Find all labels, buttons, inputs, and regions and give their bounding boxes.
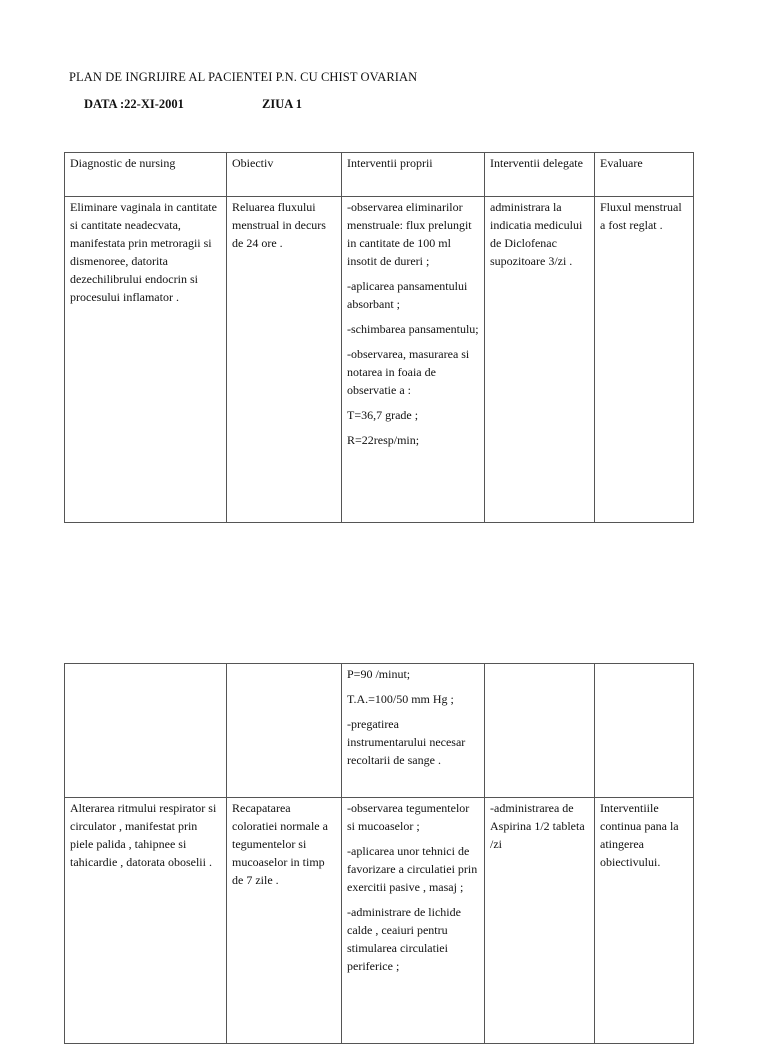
cell-delegated-interventions: administrara la indicatia medicului de Diclofenac supozitoare 3/zi . bbox=[485, 197, 595, 523]
intervention-paragraph: P=90 /minut; bbox=[347, 667, 411, 681]
table-row bbox=[65, 798, 694, 1044]
document-title: PLAN DE INGRIJIRE AL PACIENTEI P.N. CU CHIST OVARIAN bbox=[69, 70, 418, 84]
cell-own-interventions bbox=[342, 798, 485, 1044]
header-diagnostic: Diagnostic de nursing bbox=[65, 153, 227, 197]
cell-diagnostic-empty bbox=[65, 664, 227, 798]
cell-diagnostic: Alterarea ritmului respirator si circulator , manifestat prin piele palida , tahipnee si tahicardie , datorata oboselii . bbox=[65, 798, 227, 1044]
cell-evaluation: Fluxul menstrual a fost reglat . bbox=[595, 197, 694, 523]
header-delegated-interventions: Interventii delegate bbox=[485, 153, 595, 197]
intervention-paragraph: R=22resp/min; bbox=[347, 433, 420, 447]
intervention-paragraph: T=36,7 grade ; bbox=[347, 408, 419, 422]
header-objective: Obiectiv bbox=[227, 153, 342, 197]
intervention-paragraph: -administrare de lichide calde , ceaiuri pentru stimularea circulatiei periferice ; bbox=[347, 905, 461, 973]
intervention-paragraph: -aplicarea unor tehnici de favorizare a circulatiei prin exercitii pasive , masaj ; bbox=[347, 844, 478, 894]
intervention-paragraph: -schimbarea pansamentulu; bbox=[347, 322, 479, 336]
document-date: DATA :22-XI-2001 bbox=[84, 97, 184, 111]
cell-own-interventions bbox=[342, 197, 485, 523]
intervention-paragraph: -observarea tegumentelor si mucoaselor ; bbox=[347, 801, 470, 833]
cell-objective-empty bbox=[227, 664, 342, 798]
table-row bbox=[65, 664, 694, 798]
cell-evaluation: Interventiile continua pana la atingerea obiectivului. bbox=[595, 798, 694, 1044]
cell-delegated-interventions: -administrarea de Aspirina 1/2 tableta /zi bbox=[485, 798, 595, 1044]
intervention-paragraph: -pregatirea instrumentarului necesar recoltarii de sange . bbox=[347, 717, 466, 767]
cell-delegated-empty bbox=[485, 664, 595, 798]
care-plan-table-page-1 bbox=[64, 152, 694, 523]
cell-own-interventions bbox=[342, 664, 485, 798]
intervention-paragraph: -aplicarea pansamentului absorbant ; bbox=[347, 279, 468, 311]
cell-objective: Reluarea fluxului menstrual in decurs de 24 ore . bbox=[227, 197, 342, 523]
cell-objective: Recapatarea coloratiei normale a tegumentelor si mucoaselor in timp de 7 zile . bbox=[227, 798, 342, 1044]
header-own-interventions: Interventii proprii bbox=[342, 153, 485, 197]
document-day: ZIUA 1 bbox=[262, 97, 302, 111]
intervention-paragraph: -observarea eliminarilor menstruale: flux prelungit in cantitate de 100 ml insotit de dureri ; bbox=[347, 200, 472, 268]
intervention-paragraph: -observarea, masurarea si notarea in foaia de observatie a : bbox=[347, 347, 470, 397]
table-row bbox=[65, 197, 694, 523]
intervention-paragraph: T.A.=100/50 mm Hg ; bbox=[347, 692, 454, 706]
care-plan-table-page-2 bbox=[64, 663, 694, 1044]
cell-diagnostic: Eliminare vaginala in cantitate si cantitate neadecvata, manifestata prin metroragii si dismenoree, datorita dezechilibrului endocrin si procesului inflamator . bbox=[65, 197, 227, 523]
table-header-row bbox=[65, 153, 694, 197]
header-evaluation: Evaluare bbox=[595, 153, 694, 197]
cell-evaluation-empty bbox=[595, 664, 694, 798]
